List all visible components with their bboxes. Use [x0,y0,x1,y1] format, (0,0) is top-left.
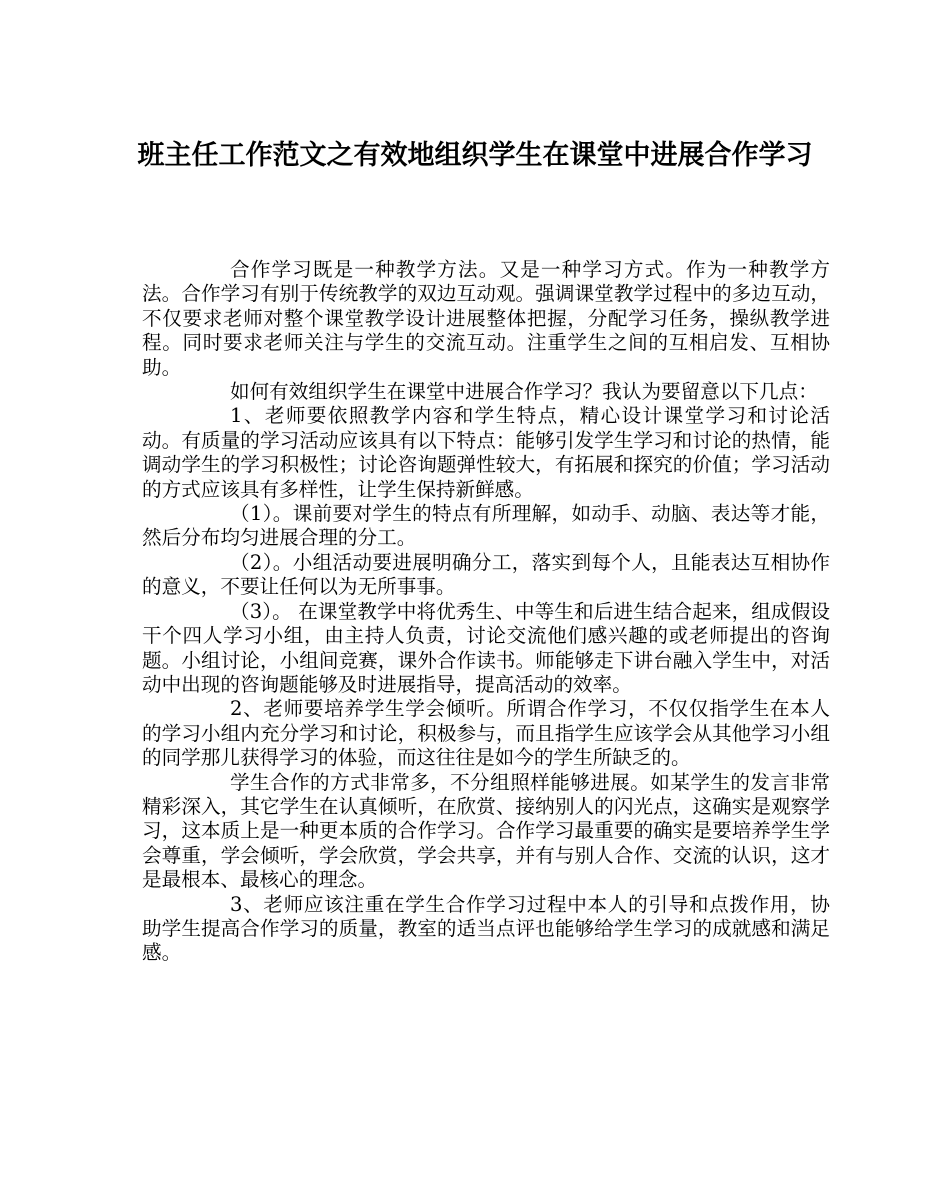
paragraph-point-3: 3、老师应该注重在学生合作学习过程中本人的引导和点拨作用，协助学生提高合作学习的质量，教室的适当点评也能够给学生学习的成就感和满足感。 [142,892,830,965]
paragraph-cooperation: 学生合作的方式非常多，不分组照样能够进展。如某学生的发言非常精彩深入，其它学生在认真倾听，在欣赏、接纳别人的闪光点，这确实是观察学习，这本质上是一种更本质的合作学习。合作学习最重要的确实是要培养学生学会尊重，学会倾听，学会欣赏，学会共享，并有与别人合作、交流的认识，这才是最根本、最核心的理念。 [142,770,830,892]
paragraph-intro: 合作学习既是一种教学方法。又是一种学习方式。作为一种教学方法。合作学习有别于传统教学的双边互动观。强调课堂教学过程中的多边互动，不仅要求老师对整个课堂教学设计进展整体把握，分配学习任务，操纵教学进程。同时要求老师关注与学生的交流互动。注重学生之间的互相启发、互相协助。 [142,258,830,379]
document-body [142,258,830,966]
paragraph-subpoint-2: （2）。小组活动要进展明确分工，落实到每个人，且能表达互相协作的意义，不要让任何以为无所事事。 [142,550,830,599]
paragraph-point-2: 2、老师要培养学生学会倾听。所谓合作学习，不仅仅指学生在本人的学习小组内充分学习和讨论，积极参与，而且指学生应该学会从其他学习小组的同学那儿获得学习的体验，而这往往是如今的学生所缺乏的。 [142,697,830,770]
document-title: 班主任工作范文之有效地组织学生在课堂中进展合作学习 [137,140,813,171]
paragraph-point-1: 1、老师要依照教学内容和学生特点，精心设计课堂学习和讨论活动。有质量的学习活动应该具有以下特点：能够引发学生学习和讨论的热情，能调动学生的学习积极性；讨论咨询题弹性较大，有拓展和探究的价值；学习活动的方式应该具有多样性，让学生保持新鲜感。 [142,404,830,501]
paragraph-subpoint-1: （1）。课前要对学生的特点有所理解，如动手、动脑、表达等才能，然后分布均匀进展合理的分工。 [142,502,830,550]
paragraph-subpoint-3: （3）。 在课堂教学中将优秀生、中等生和后进生结合起来，组成假设干个四人学习小组，由主持人负责，讨论交流他们感兴趣的或老师提出的咨询题。小组讨论，小组间竞赛，课外合作读书。师能够走下讲台融入学生中，对活动中出现的咨询题能够及时进展指导，提高活动的效率。 [142,599,830,696]
paragraph-question: 如何有效组织学生在课堂中进展合作学习？我认为要留意以下几点： [230,380,818,404]
